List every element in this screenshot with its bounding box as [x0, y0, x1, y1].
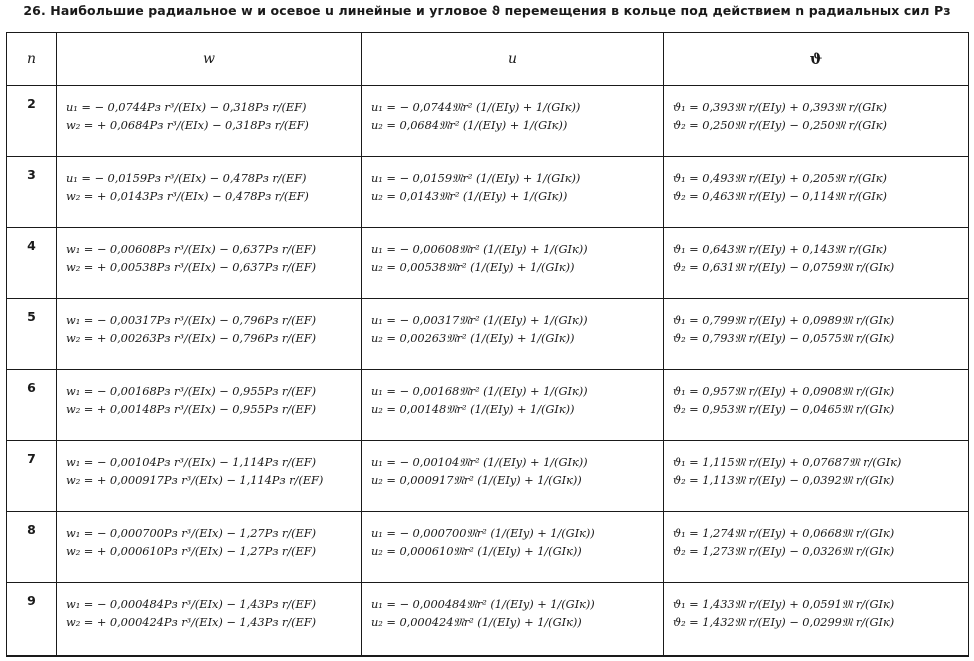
u1-formula: u₁ = − 0,000484𝔐r² (1/(EIy) + 1/(GIк)) [371, 597, 595, 611]
u1-formula: u₁ = − 0,000700𝔐r² (1/(EIy) + 1/(GIк)) [371, 526, 595, 540]
theta2-formula: ϑ₂ = 0,953𝔐 r/(EIy) − 0,0465𝔐 r/(GIк) [673, 402, 895, 416]
theta-cell [664, 228, 969, 299]
header-theta: ϑ [664, 33, 969, 86]
u1-formula: u₁ = − 0,00104𝔐r² (1/(EIy) + 1/(GIк)) [371, 455, 588, 469]
w1-formula: u₁ = − 0,0744Pз r³/(EIx) − 0,318Pз r/(EF) [66, 100, 307, 114]
w2-formula: w₂ = + 0,0143Pз r³/(EIx) − 0,478Pз r/(EF) [66, 189, 309, 203]
w1-formula: w₁ = − 0,00317Pз r³/(EIx) − 0,796Pз r/(EF) [66, 313, 317, 327]
u2-formula: u₂ = 0,00538𝔐r² (1/(EIy) + 1/(GIк)) [371, 260, 575, 274]
u-cell [362, 512, 664, 583]
w2-formula: w₂ = + 0,000610Pз r³/(EIx) − 1,27Pз r/(EF) [66, 544, 317, 558]
theta2-formula: ϑ₂ = 1,273𝔐 r/(EIy) − 0,0326𝔐 r/(GIк) [673, 544, 895, 558]
theta-cell [664, 370, 969, 441]
u1-formula: u₁ = − 0,0159𝔐r² (1/(EIy) + 1/(GIк)) [371, 171, 581, 185]
theta-cell [664, 583, 969, 656]
u-cell [362, 86, 664, 157]
u2-formula: u₂ = 0,00263𝔐r² (1/(EIy) + 1/(GIк)) [371, 331, 575, 345]
w2-formula: w₂ = + 0,00263Pз r³/(EIx) − 0,796Pз r/(EF) [66, 331, 317, 345]
row-n: 6 [7, 370, 57, 441]
w2-formula: w₂ = + 0,00538Pз r³/(EIx) − 0,637Pз r/(EF) [66, 260, 317, 274]
theta2-formula: ϑ₂ = 0,463𝔐 r/(EIy) − 0,114𝔐 r/(GIк) [673, 189, 887, 203]
theta-cell [664, 512, 969, 583]
w-cell [57, 228, 362, 299]
u2-formula: u₂ = 0,000424𝔐r² (1/(EIy) + 1/(GIк)) [371, 615, 582, 629]
table-row [7, 157, 969, 228]
theta2-formula: ϑ₂ = 0,793𝔐 r/(EIy) − 0,0575𝔐 r/(GIк) [673, 331, 895, 345]
w1-formula: w₁ = − 0,00168Pз r³/(EIx) − 0,955Pз r/(EF) [66, 384, 317, 398]
u-cell [362, 228, 664, 299]
theta-cell [664, 86, 969, 157]
header-w: w [57, 33, 362, 86]
u-cell [362, 583, 664, 656]
theta2-formula: ϑ₂ = 0,250𝔐 r/(EIy) − 0,250𝔐 r/(GIк) [673, 118, 887, 132]
table-row [7, 370, 969, 441]
table-row [7, 86, 969, 157]
table-row [7, 228, 969, 299]
row-n: 2 [7, 86, 57, 157]
table-row [7, 441, 969, 512]
theta-cell [664, 299, 969, 370]
w-cell [57, 299, 362, 370]
theta2-formula: ϑ₂ = 1,113𝔐 r/(EIy) − 0,0392𝔐 r/(GIк) [673, 473, 895, 487]
u2-formula: u₂ = 0,000917𝔐r² (1/(EIy) + 1/(GIк)) [371, 473, 582, 487]
w2-formula: w₂ = + 0,0684Pз r³/(EIx) − 0,318Pз r/(EF) [66, 118, 309, 132]
w-cell [57, 157, 362, 228]
w-cell [57, 86, 362, 157]
w2-formula: w₂ = + 0,00148Pз r³/(EIx) − 0,955Pз r/(EF) [66, 402, 317, 416]
header-n: n [7, 33, 57, 86]
row-n: 3 [7, 157, 57, 228]
theta2-formula: ϑ₂ = 0,631𝔐 r/(EIy) − 0,0759𝔐 r/(GIк) [673, 260, 895, 274]
displacement-table [6, 32, 969, 657]
table-title: 26. Наибольшие радиальное w и осевое u линейные и угловое ϑ перемещения в кольце под действием n радиальных сил Pз [23, 3, 951, 18]
w2-formula: w₂ = + 0,000917Pз r³/(EIx) − 1,114Pз r/(EF) [66, 473, 324, 487]
w1-formula: w₁ = − 0,000484Pз r³/(EIx) − 1,43Pз r/(EF) [66, 597, 317, 611]
u-cell [362, 370, 664, 441]
u-cell [362, 441, 664, 512]
row-n: 7 [7, 441, 57, 512]
theta-cell [664, 157, 969, 228]
row-n: 5 [7, 299, 57, 370]
u2-formula: u₂ = 0,00148𝔐r² (1/(EIy) + 1/(GIк)) [371, 402, 575, 416]
w1-formula: w₁ = − 0,00104Pз r³/(EIx) − 1,114Pз r/(EF) [66, 455, 317, 469]
u2-formula: u₂ = 0,0143𝔐r² (1/(EIy) + 1/(GIк)) [371, 189, 568, 203]
w-cell [57, 512, 362, 583]
u1-formula: u₁ = − 0,00317𝔐r² (1/(EIy) + 1/(GIк)) [371, 313, 588, 327]
theta-cell [664, 441, 969, 512]
theta1-formula: ϑ₁ = 0,799𝔐 r/(EIy) + 0,0989𝔐 r/(GIк) [673, 313, 895, 327]
header-u: u [362, 33, 664, 86]
u2-formula: u₂ = 0,0684𝔐r² (1/(EIy) + 1/(GIк)) [371, 118, 568, 132]
theta2-formula: ϑ₂ = 1,432𝔐 r/(EIy) − 0,0299𝔐 r/(GIк) [673, 615, 895, 629]
w1-formula: w₁ = − 0,000700Pз r³/(EIx) − 1,27Pз r/(EF) [66, 526, 317, 540]
u1-formula: u₁ = − 0,0744𝔐r² (1/(EIy) + 1/(GIк)) [371, 100, 581, 114]
u1-formula: u₁ = − 0,00168𝔐r² (1/(EIy) + 1/(GIк)) [371, 384, 588, 398]
theta1-formula: ϑ₁ = 0,957𝔐 r/(EIy) + 0,0908𝔐 r/(GIк) [673, 384, 895, 398]
header-row [7, 33, 969, 86]
w1-formula: u₁ = − 0,0159Pз r³/(EIx) − 0,478Pз r/(EF) [66, 171, 307, 185]
table-row [7, 583, 969, 656]
w-cell [57, 583, 362, 656]
row-n: 9 [7, 583, 57, 656]
w2-formula: w₂ = + 0,000424Pз r³/(EIx) − 1,43Pз r/(EF) [66, 615, 317, 629]
theta1-formula: ϑ₁ = 0,493𝔐 r/(EIy) + 0,205𝔐 r/(GIк) [673, 171, 887, 185]
theta1-formula: ϑ₁ = 1,433𝔐 r/(EIy) + 0,0591𝔐 r/(GIк) [673, 597, 895, 611]
theta1-formula: ϑ₁ = 0,393𝔐 r/(EIy) + 0,393𝔐 r/(GIк) [673, 100, 887, 114]
w-cell [57, 441, 362, 512]
table-row [7, 299, 969, 370]
u2-formula: u₂ = 0,000610𝔐r² (1/(EIy) + 1/(GIк)) [371, 544, 582, 558]
theta1-formula: ϑ₁ = 0,643𝔐 r/(EIy) + 0,143𝔐 r/(GIк) [673, 242, 887, 256]
row-n: 4 [7, 228, 57, 299]
u-cell [362, 299, 664, 370]
theta1-formula: ϑ₁ = 1,115𝔐 r/(EIy) + 0,07687𝔐 r/(GIк) [673, 455, 902, 469]
w-cell [57, 370, 362, 441]
u-cell [362, 157, 664, 228]
table-row [7, 512, 969, 583]
theta1-formula: ϑ₁ = 1,274𝔐 r/(EIy) + 0,0668𝔐 r/(GIк) [673, 526, 895, 540]
w1-formula: w₁ = − 0,00608Pз r³/(EIx) − 0,637Pз r/(EF) [66, 242, 317, 256]
row-n: 8 [7, 512, 57, 583]
u1-formula: u₁ = − 0,00608𝔐r² (1/(EIy) + 1/(GIк)) [371, 242, 588, 256]
